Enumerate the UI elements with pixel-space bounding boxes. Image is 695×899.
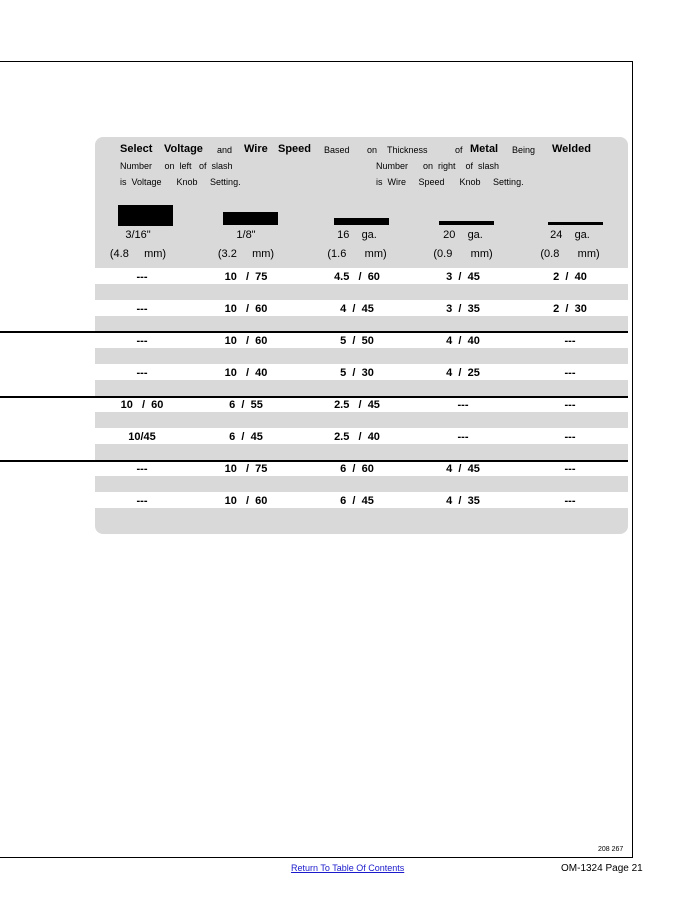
voltage-note-line2: is Voltage Knob Setting. [120, 177, 241, 187]
title-word: Speed [278, 143, 312, 155]
setting-cell: --- [136, 271, 148, 283]
thickness-label: 16 ga. [337, 229, 377, 241]
setting-cell: 3 / 45 [446, 271, 480, 283]
setting-cell: --- [136, 335, 148, 347]
thickness-bar-16ga [334, 218, 389, 225]
thickness-mm: (0.8 mm) [540, 248, 600, 260]
setting-cell: --- [564, 431, 576, 443]
setting-cell: 10 / 75 [224, 271, 268, 283]
thickness-label: 1/8" [236, 229, 256, 241]
setting-cell: 6 / 60 [340, 463, 374, 475]
page-frame-top [0, 61, 633, 62]
wire-speed-note-line1: Number on right of slash [376, 161, 500, 171]
setting-cell: --- [564, 463, 576, 475]
thickness-label: 24 ga. [550, 229, 590, 241]
setting-cell: --- [564, 399, 576, 411]
setting-cell: 10 / 60 [224, 495, 268, 507]
setting-cell: 10/45 [128, 431, 156, 443]
setting-cell: 2 / 40 [553, 271, 587, 283]
setting-cell: --- [564, 367, 576, 379]
setting-cell: 4 / 35 [446, 495, 480, 507]
setting-cell: 2.5 / 45 [334, 399, 380, 411]
setting-cell: 6 / 45 [229, 431, 263, 443]
thickness-mm: (1.6 mm) [327, 248, 387, 260]
title-word: Being [512, 145, 536, 155]
title-word: Welded [552, 143, 591, 155]
setting-cell: 10 / 75 [224, 463, 268, 475]
title-word: Based [324, 145, 350, 155]
setting-cell: 10 / 60 [120, 399, 164, 411]
setting-cell: --- [564, 495, 576, 507]
setting-cell: --- [457, 399, 469, 411]
setting-cell: --- [136, 463, 148, 475]
title-word: Voltage [164, 143, 203, 155]
table-of-contents-link[interactable]: Return To Table Of Contents [291, 863, 405, 873]
setting-cell: 4 / 45 [446, 463, 480, 475]
section-divider [0, 331, 628, 333]
thickness-label: 20 ga. [443, 229, 483, 241]
thickness-label: 3/16" [125, 229, 151, 241]
wire-speed-note-line2: is Wire Speed Knob Setting. [376, 177, 524, 187]
setting-cell: --- [136, 367, 148, 379]
thickness-bar-24ga [548, 222, 603, 225]
setting-cell: 4 / 40 [446, 335, 480, 347]
title-word: on [367, 145, 378, 155]
setting-cell: 6 / 45 [340, 495, 374, 507]
page-frame-right [632, 61, 633, 858]
title-word: Thickness [387, 145, 428, 155]
setting-cell: 2 / 30 [553, 303, 587, 315]
thickness-mm: (3.2 mm) [217, 248, 275, 260]
thickness-bar-20ga [439, 221, 494, 225]
setting-cell: 6 / 55 [229, 399, 263, 411]
setting-cell: --- [136, 303, 148, 315]
title-word: Select [120, 143, 153, 155]
title-word: Metal [470, 143, 499, 155]
setting-cell: 10 / 60 [224, 303, 268, 315]
setting-cell: 5 / 30 [340, 367, 374, 379]
thickness-mm: (4.8 mm) [109, 248, 167, 260]
thickness-mm: (0.9 mm) [433, 248, 493, 260]
setting-cell: 10 / 60 [224, 335, 268, 347]
page-frame-bottom [0, 857, 633, 858]
title-word: and [217, 145, 233, 155]
thickness-bar-1-8 [223, 212, 278, 225]
setting-cell: 4 / 25 [446, 367, 480, 379]
title-word: of [455, 145, 463, 155]
section-divider [0, 460, 628, 462]
section-divider [0, 396, 628, 398]
setting-cell: 2.5 / 40 [334, 431, 380, 443]
setting-cell: 5 / 50 [340, 335, 374, 347]
setting-cell: 4.5 / 60 [334, 271, 380, 283]
voltage-note-line1: Number on left of slash [120, 161, 233, 171]
setting-cell: 4 / 45 [340, 303, 374, 315]
setting-cell: --- [457, 431, 469, 443]
setting-cell: --- [136, 495, 148, 507]
title-word: Wire [244, 143, 268, 155]
page-number: OM-1324 Page 21 [561, 863, 643, 874]
figure-code: 208 267 [598, 846, 624, 853]
setting-cell: --- [564, 335, 576, 347]
setting-cell: 3 / 35 [446, 303, 480, 315]
thickness-bar-3-16 [118, 205, 173, 226]
setting-cell: 10 / 40 [224, 367, 268, 379]
